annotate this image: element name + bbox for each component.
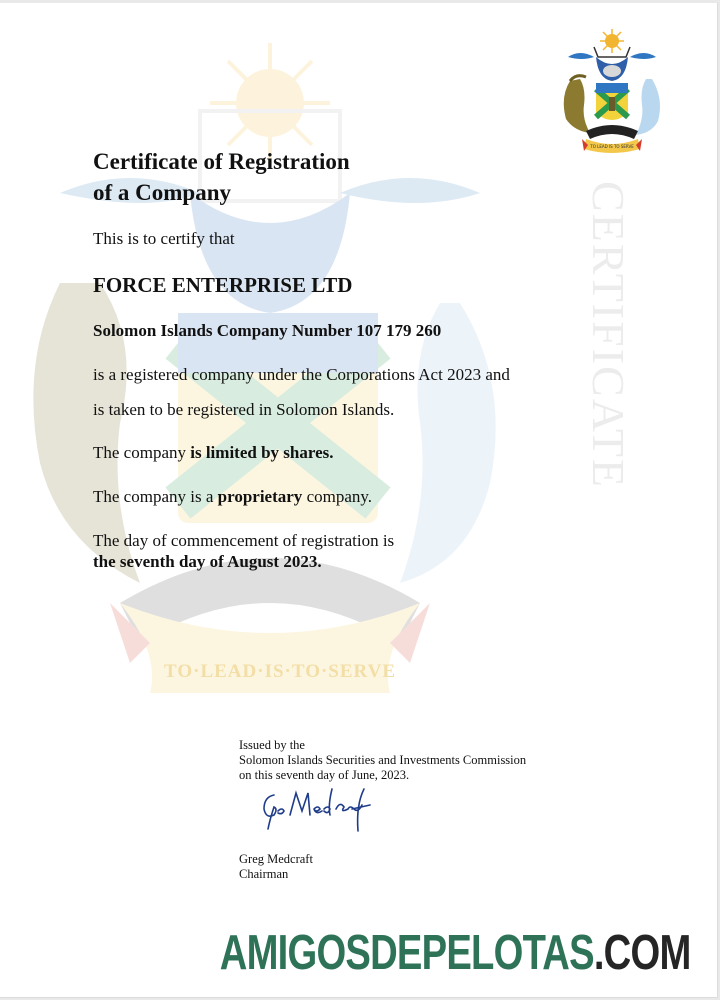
limited-prefix: The company bbox=[93, 443, 191, 462]
issue-date: on this seventh day of June, 2023. bbox=[239, 768, 410, 782]
company-name: FORCE ENTERPRISE LTD bbox=[93, 273, 353, 297]
title-line-1: Certificate of Registration bbox=[93, 149, 350, 174]
title-line-2: of a Company bbox=[93, 180, 232, 205]
signer-title: Chairman bbox=[239, 867, 289, 881]
issuer-block bbox=[239, 738, 526, 783]
coat-of-arms-icon bbox=[556, 27, 668, 159]
company-number: Solomon Islands Company Number 107 179 260 bbox=[93, 321, 442, 340]
brand-tld: .COM bbox=[594, 926, 691, 980]
signer-name: Greg Medcraft bbox=[239, 852, 313, 866]
certificate-page bbox=[0, 3, 718, 998]
signature-icon bbox=[258, 785, 378, 833]
proprietary-bold: proprietary bbox=[217, 487, 303, 506]
site-watermark-logo bbox=[220, 925, 691, 981]
proprietary-statement bbox=[93, 487, 372, 507]
registered-line-2: is taken to be registered in Solomon Islands. bbox=[93, 400, 395, 419]
issuer-name: Solomon Islands Securities and Investments Commission bbox=[239, 753, 527, 767]
brand-name: AMIGOSDEPELOTAS bbox=[220, 926, 595, 980]
proprietary-prefix: The company is a bbox=[93, 487, 218, 506]
registered-line-1: is a registered company under the Corporations Act 2023 and bbox=[93, 365, 510, 384]
certify-intro: This is to certify that bbox=[93, 229, 235, 248]
commencement-date: the seventh day of August 2023. bbox=[93, 552, 322, 571]
limited-bold: is limited by shares. bbox=[190, 443, 334, 462]
proprietary-suffix: company. bbox=[302, 487, 373, 506]
vertical-certificate-watermark: CERTIFICATE bbox=[583, 181, 634, 490]
limited-by-shares-statement bbox=[93, 443, 334, 463]
certificate-title bbox=[93, 146, 350, 208]
svg-text:TO LEAD IS TO SERVE: TO LEAD IS TO SERVE bbox=[590, 144, 634, 149]
signer-block bbox=[239, 852, 313, 882]
watermark-motto: TO·LEAD·IS·TO·SERVE bbox=[164, 661, 396, 682]
commencement-line-1: The day of commencement of registration is bbox=[93, 531, 395, 550]
issued-by-line: Issued by the bbox=[239, 738, 305, 752]
